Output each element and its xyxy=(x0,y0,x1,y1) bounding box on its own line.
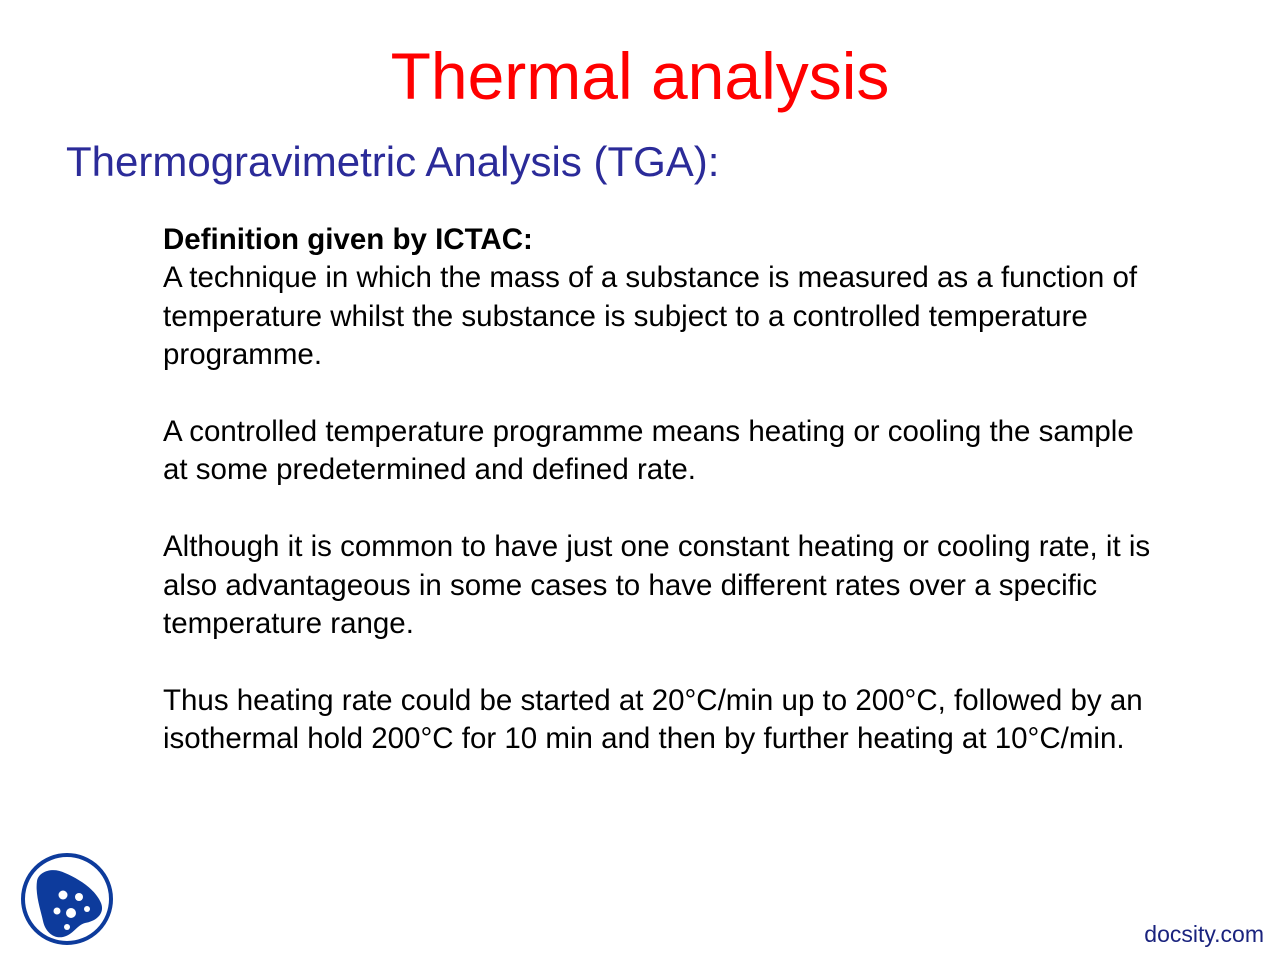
slide-body xyxy=(163,221,1163,759)
controlled-programme-paragraph: A controlled temperature programme means heating or cooling the sample at some predetermined and defined rate. xyxy=(163,415,1134,487)
example-paragraph: Thus heating rate could be started at 20°C/min up to 200°C, followed by an isothermal hold 200°C for 10 min and then by further heating at 10°C/min. xyxy=(163,683,1143,756)
footer-brand: docsity.com xyxy=(1144,921,1264,947)
definition-paragraph: A technique in which the mass of a substance is measured as a function of temperature whilst the substance is subject to a controlled temperature programme. xyxy=(163,261,1138,372)
definition-heading: Definition given by ICTAC: xyxy=(163,223,533,256)
heating-rates-paragraph: Although it is common to have just one constant heating or cooling rate, it is also advantageous in some cases to have different rates over a specific temperature range. xyxy=(163,530,1151,641)
slide-title: Thermal analysis xyxy=(390,39,890,113)
docsity-logo-icon xyxy=(19,851,115,947)
slide-subtitle: Thermogravimetric Analysis (TGA): xyxy=(66,138,720,185)
